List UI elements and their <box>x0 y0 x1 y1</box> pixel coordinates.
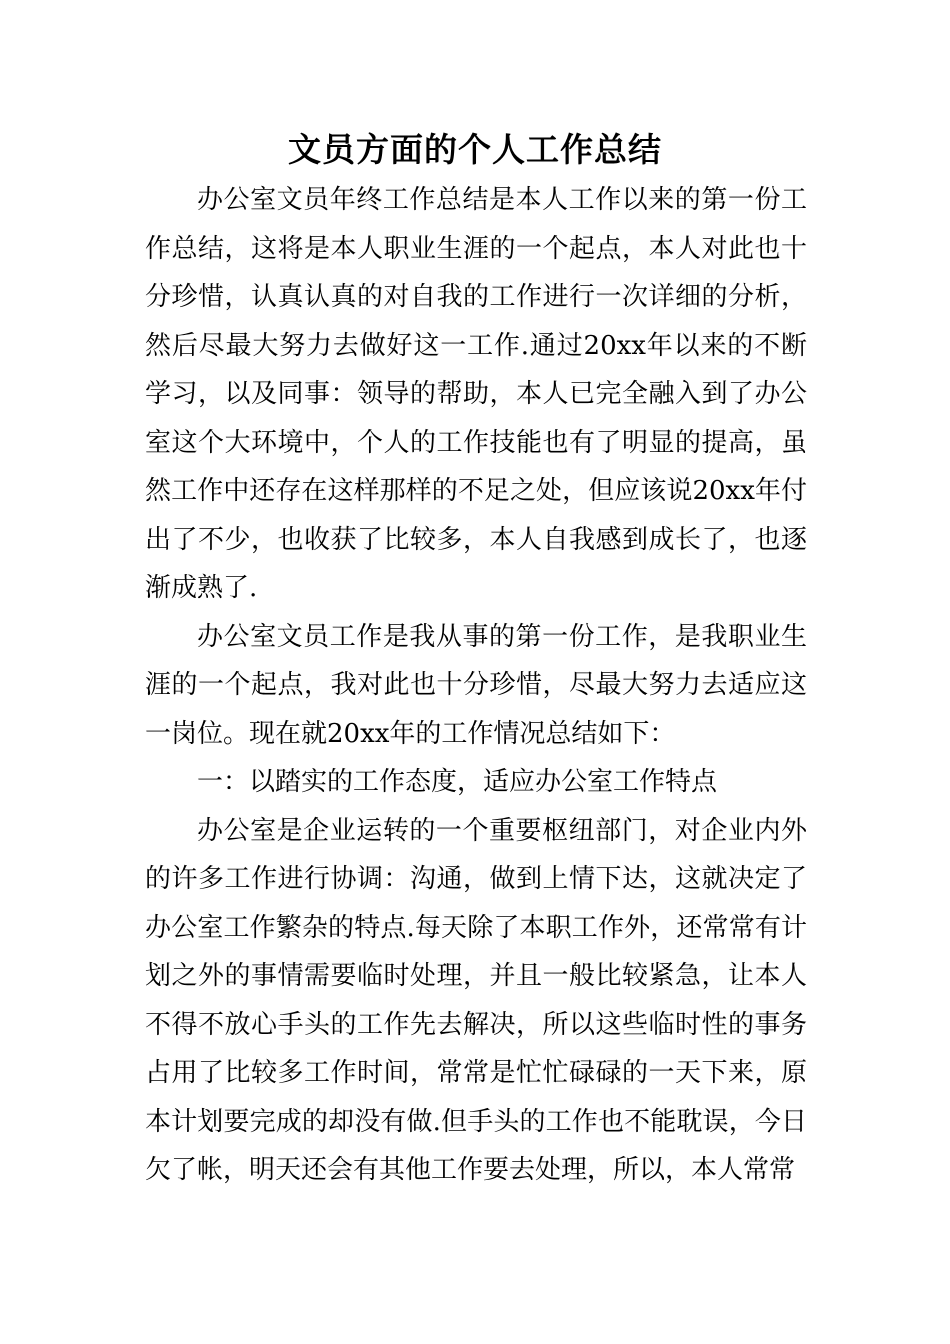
document-body <box>145 176 807 1195</box>
section-heading-1: 一：以踏实的工作态度，适应办公室工作特点 <box>197 767 718 797</box>
paragraph-overview: 办公室文员工作是我从事的第一份工作，是我职业生涯的一个起点，我对此也十分珍惜，尽最大努力去适应这一岗位。现在就20xx年的工作情况总结如下： <box>145 621 807 749</box>
paragraph-intro: 办公室文员年终工作总结是本人工作以来的第一份工作总结，这将是本人职业生涯的一个起点，本人对此也十分珍惜，认真认真的对自我的工作进行一次详细的分析，然后尽最大努力去做好这一工作.通过20xx年以来的不断学习，以及同事：领导的帮助，本人已完全融入到了办公室这个大环境中，个人的工作技能也有了明显的提高，虽然工作中还存在这样那样的不足之处，但应该说20xx年付出了不少，也收获了比较多，本人自我感到成长了，也逐渐成熟了. <box>145 185 807 603</box>
paragraph-section-1: 办公室是企业运转的一个重要枢纽部门，对企业内外的许多工作进行协调：沟通，做到上情下达，这就决定了办公室工作繁杂的特点.每天除了本职工作外，还常常有计划之外的事情需要临时处理，并且一般比较紧急，让本人不得不放心手头的工作先去解决，所以这些临时性的事务占用了比较多工作时间，常常是忙忙碌碌的一天下来，原本计划要完成的却没有做.但手头的工作也不能耽误，今日欠了帐，明天还会有其他工作要去处理，所以，本人常常 <box>145 815 807 1185</box>
document-title: 文员方面的个人工作总结 <box>288 130 662 169</box>
